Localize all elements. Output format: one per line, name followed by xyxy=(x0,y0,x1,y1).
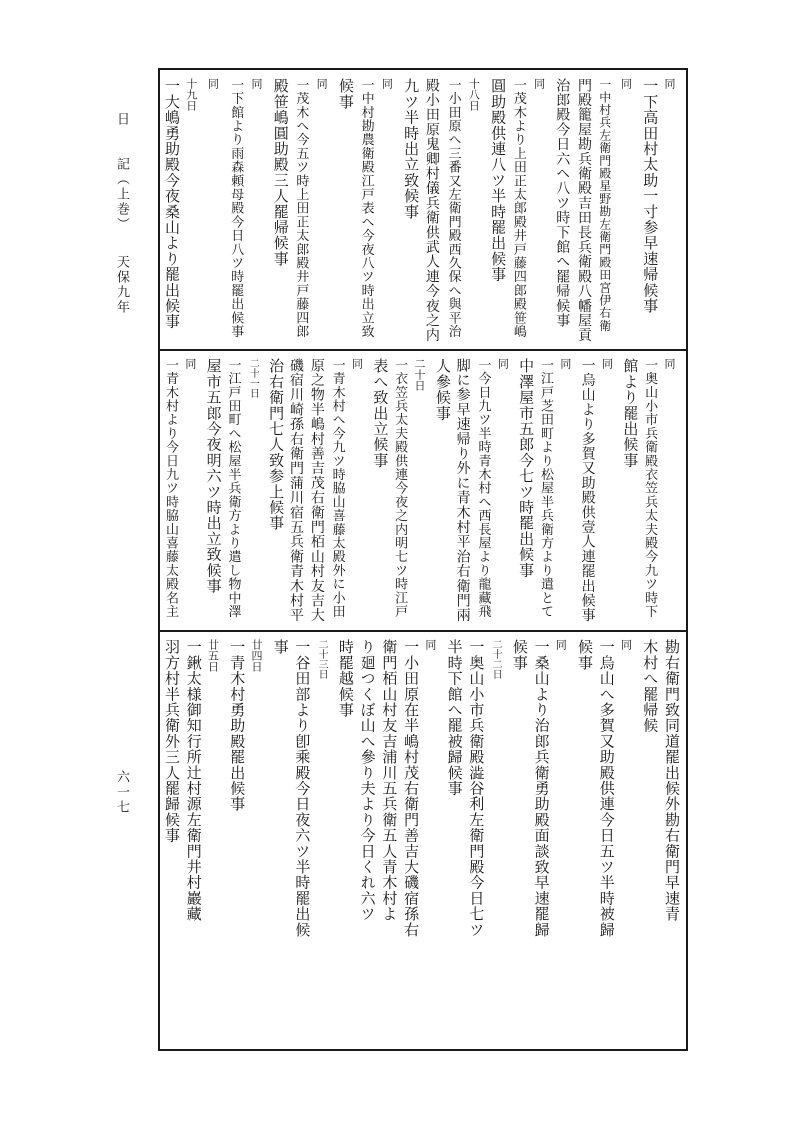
frame-right-rule xyxy=(686,68,688,1051)
text-line: 半時下館へ罷被歸候事 xyxy=(445,639,464,796)
text-line: 一桑山より治郎兵衛勇助殿面談致早速罷歸 xyxy=(532,639,551,938)
text-line: 一江戸田町へ松屋半兵衛方より遣し物中澤 xyxy=(225,358,241,619)
entry-date-marker: 同 xyxy=(663,358,676,369)
text-line: 一下高田村太助一寸参早速帰候事 xyxy=(641,78,660,314)
entry-date-marker: 二十三日 xyxy=(316,639,328,679)
text-line: 一中村兵左衛門殿星野勘左衛門殿田宮伊右衛 xyxy=(597,78,612,332)
tier-divider-1 xyxy=(158,349,688,351)
entry-date-marker: 同 xyxy=(249,78,263,89)
entry-date-marker: 二十一日 xyxy=(247,358,259,398)
entry-date-marker: 同 xyxy=(554,639,568,650)
text-line: 一衣笠兵太夫殿供連今夜之内明七ツ時江戸 xyxy=(392,358,408,619)
text-line: 一下館より雨森頼母殿今日八ツ時罷出候事 xyxy=(228,78,244,339)
entry-date-marker: 廿四日 xyxy=(249,639,263,672)
text-line: 羽方村半兵衛外三人罷歸候事 xyxy=(163,639,181,844)
text-line: 治郎殿今日六ヘ八ツ時下館へ罷帰候事 xyxy=(554,78,571,328)
entry-date-marker: 同 xyxy=(663,78,676,89)
text-line: 事 xyxy=(271,639,290,655)
text-line: 館より罷出候事 xyxy=(621,358,640,468)
text-line: 候事 xyxy=(336,78,355,110)
text-line: 原之物半嶋村善吉茂右衛門栢山村友吉大 xyxy=(308,358,325,623)
text-line: 脚に参早速帰り外に青木村平治右衛門兩 xyxy=(454,358,471,623)
header-title: 日 記（上巻） xyxy=(114,112,129,232)
text-line: 一烏山へ多賀又助殿供連今日五ツ半時被歸 xyxy=(597,639,616,938)
text-line: 九ツ半時出立致候事 xyxy=(402,78,421,220)
text-line: 人參候事 xyxy=(433,358,452,421)
text-line: 一江戸芝田町より松屋半兵衛方より遣とて xyxy=(538,358,553,619)
text-line: 時罷越候事 xyxy=(336,639,355,718)
text-line: 門殿籠屋勘兵衛殿吉田長兵衛殿八幡屋貢 xyxy=(576,78,593,343)
text-line: 殿笹嶋圓助殿三人罷帰候事 xyxy=(271,78,290,267)
text-line: 一奥山小市兵衛殿澁谷利左衛門殿今日七ツ xyxy=(467,639,486,938)
text-line: 治右衛門七人致参上候事 xyxy=(267,358,286,531)
entry-date-marker: 十八日 xyxy=(467,78,481,111)
text-line: 勘右衛門致同道罷出候外勘右衛門早速青 xyxy=(663,639,681,922)
text-line: 一今日九ツ半時青木村へ西長屋より龍藏飛 xyxy=(475,358,491,619)
entry-date-marker: 同 xyxy=(600,358,614,369)
text-line: 圓助殿供連八ツ半時罷出候事 xyxy=(489,78,508,283)
text-line: 一谷田部より卽乘殿今日夜六ツ半時罷出候 xyxy=(293,639,312,938)
page-number: 六一七 xyxy=(114,770,129,815)
text-line: 一小田原へ三番又左衛門殿西久保へ與平治 xyxy=(445,78,461,339)
text-line: 一茂木へ今五ツ時上田正太郎殿井戸藤四郎 xyxy=(293,78,309,339)
entry-date-marker: 同 xyxy=(496,358,510,369)
text-line: 中澤屋市五郎今七ツ時罷出候事 xyxy=(517,358,536,578)
header-era: 天保九年 xyxy=(114,255,129,315)
entry-date-marker: 同 xyxy=(619,639,633,650)
entry-date-marker: 廿五日 xyxy=(206,639,220,672)
frame-bottom-rule xyxy=(158,1049,688,1051)
text-line: り廻つくぼ山へ參り夫より今日くれ六ツ xyxy=(358,639,377,922)
text-line: 一茂木より上田正太郎殿井戸藤四郎殿笹嶋 xyxy=(510,78,526,339)
frame-top-rule xyxy=(158,68,688,70)
text-line: 磯宿川崎孫右衛門蒲川宿五兵衛青木村平 xyxy=(288,358,304,623)
entry-date-marker: 同 xyxy=(183,358,197,369)
entry-date-marker: 同 xyxy=(532,78,546,89)
text-line: 一中村勘農衛殿江戸表へ今夜八ツ時出立致 xyxy=(358,78,374,339)
text-line: 一大嶋勇助殿今夜桑山より罷出候事 xyxy=(163,78,181,330)
text-line: 一小田原在半嶋村茂右衛門善吉大磯宿孫右 xyxy=(402,639,421,938)
entry-date-marker: 同 xyxy=(558,358,572,369)
entry-date-marker: 十九日 xyxy=(184,78,198,111)
text-line: 屋市五郎今夜明六ツ時出立致候事 xyxy=(204,358,223,594)
text-line: 衛門栢山村友吉浦川五兵衛五人青木村よ xyxy=(380,639,399,922)
text-line: 表へ致出立候事 xyxy=(371,358,390,468)
entry-date-marker: 同 xyxy=(315,78,329,89)
text-line: 一鍬太様御知行所辻村源左衛門井村巖藏 xyxy=(184,639,203,922)
text-line: 候事 xyxy=(576,639,595,671)
text-line: 一青木村より今日九ツ時脇山喜藤太殿名主 xyxy=(163,358,178,619)
text-line: 一青木村勇助殿罷出候事 xyxy=(228,639,247,812)
entry-date-marker: 同 xyxy=(380,78,394,89)
text-line: 殿小田原鬼卿村儀兵衛供武人連今夜之内 xyxy=(423,78,440,343)
text-line: 一青木村へ今九ツ時脇山喜藤太殿外に小田 xyxy=(329,358,345,619)
text-line: 候事 xyxy=(510,639,529,671)
entry-date-marker: 同 xyxy=(619,78,633,89)
entry-date-marker: 同 xyxy=(206,78,220,89)
entry-date-marker: 同 xyxy=(350,358,364,369)
entry-date-marker: 二十二日 xyxy=(490,639,502,679)
text-line: 一烏山より多賀又助殿供壹人連罷出候事 xyxy=(579,358,596,623)
tier-divider-2 xyxy=(158,630,688,632)
text-line: 木村へ罷帰候 xyxy=(641,639,660,734)
frame-left-rule xyxy=(158,68,160,1051)
text-line: 一奥山小市兵衛殿衣笠兵太夫殿今九ツ時下 xyxy=(642,358,658,619)
entry-date-marker: 二十日 xyxy=(413,358,426,391)
entry-date-marker: 同 xyxy=(423,639,437,650)
